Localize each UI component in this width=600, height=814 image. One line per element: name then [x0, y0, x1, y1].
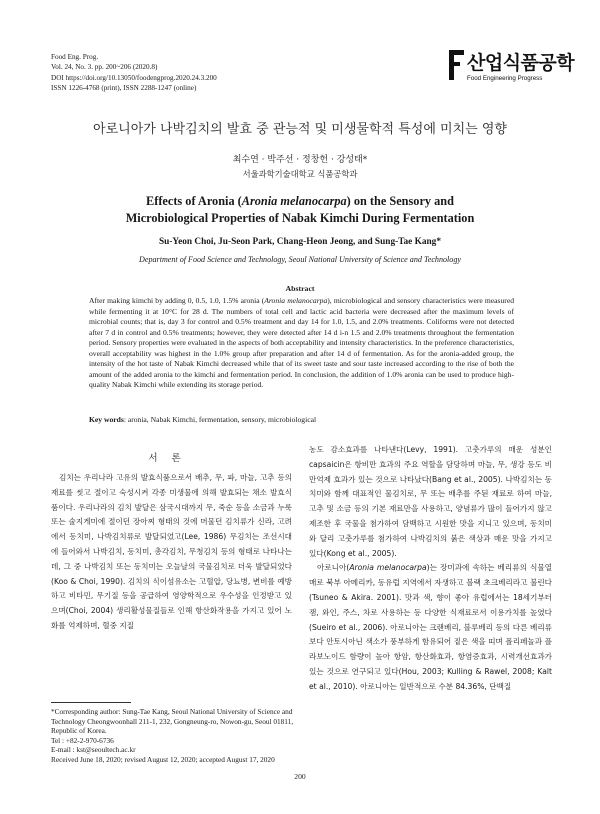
journal-volume: Vol. 24, No. 3. pp. 200~206 (2020.8) — [51, 63, 158, 72]
aronia-paragraph: 아로니아(Aronia melanocarpa)는 장미과에 속하는 베리류의 식물열매로 북부 아메리카, 동유럽 지역에서 자생하고 블랙 초크베리라고 불린다(Tsuneo & Akira. 2001). 맛과 색, 향이 좋아 유럽에서는 18세기부터 잼, 와인, 주스, 차로 사용하는 등 다양한 식재료로서 이용가치를 높였다(Sueiro et al., 2006). 아로니아는 크랜베리, 블루베리 등의 다른 베리류 보다 안토시아닌 색소가 풍부하게 함유되어 짙은 색을 띠며 폴리페놀과 플라보노이드 함량이 높아 항암, 항산화효과, 항염증효과, 시력개선효과가 있는 것으로 연구되고 있다(Hou, 2003; Kulling & Rawel, 2008; Kalt et al., 2010). 아로니아는 일반적으로 수분 84.36%, 단백질 — [309, 563, 552, 691]
corresponding-author: *Corresponding author: Sung-Tae Kang, Seoul National University of Science and Technology Cheongwoonhall 211-1, 232, Gongneung-ro, Nowon-gu, Seoul 01811, Republic of Korea. — [51, 707, 294, 736]
page-number: 200 — [294, 772, 306, 781]
intro-paragraph: 김치는 우리나라 고유의 발효식품으로서 배추, 무, 파, 마늘, 고추 등의 재료를 씻고 절이고 숙성시켜 각종 미생물에 의해 발효되는 채소 발효식품이다. 우리나라의 김치 발달은 삼국시대까지 무, 죽순 등을 소금과 누룩 또는 술지게미에 절이던 장아찌 형태의 것에 머물던 김치류가 신라, 고려에서 동치미, 나박김치류로 발달되었고(Lee, 1986) 무김치는 조선시대에 들어와서 나박김치, 동치미, 총각김치, 무청김치 등의 형태로 나타나는데, 그 중 나박김치 또는 동치미는 오늘날의 국물김치로 더욱 발달되었다(Koo & Choi, 1990). 김치의 식이섬유소는 고혈압, 당뇨병, 변비를 예방하고 비타민, 무기질 등을 공급하여 영양학적으로 우수성을 인정받고 있으며(Choi, 2004) 생리활성물질들로 인해 항산화작용을 가지고 있어 노화를 억제하며, 혈중 지질 — [51, 473, 292, 630]
journal-issn: ISSN 1226-4768 (print), ISSN 2288-1247 (online) — [51, 83, 197, 92]
journal-doi: DOI https://doi.org/10.13050/foodengprog.2020.24.3.200 — [51, 73, 217, 82]
korean-affiliation: 서울과학기술대학교 식품공학과 — [242, 169, 358, 179]
right-column — [309, 443, 552, 695]
logo-subtitle: Food Engineering Progress — [467, 75, 543, 82]
english-affiliation: Department of Food Science and Technology, Seoul National University of Science and Technology — [139, 255, 461, 264]
korean-authors: 최수연 · 박주선 · 정창헌 · 강성태* — [232, 155, 368, 165]
left-column — [51, 450, 292, 634]
received-dates: Received June 18, 2020; revised August 12, 2020; accepted August 17, 2020 — [51, 754, 275, 764]
logo-title: 산업식품공학 — [467, 52, 575, 74]
journal-logo — [449, 48, 575, 88]
abstract-body: After making kimchi by adding 0, 0.5, 1.0, 1.5% aronia (Aronia melanocarpa), microbiological and sensory characteristics were measured while fermenting it at 10°C for 28 d. The numbers of total cell and lactic acid bacteria were decreased after the maximum levels of microbial counts; that is, day 3 for control and 0.5% treatment and day 14 for 1.0, 1.5, and 2.0% treatments. Coliforms were not detected after 7 d in control and 0.5% treatments; however, they were detected after 14 d i-n 1.5 and 2.0% treatments throughout the fermentation period. Sensory properties were evaluated in the aspects of both acceptability and intensity characteristics. In the preference characteristics, overall acceptability was highest in the 1.0% group after preparation and after 14 d of fermentation. As for the aronia-added group, the intensity of the hot taste of Nabak Kimchi decreased while that of its sweet taste and sour taste increased according to the rise of both the amount of the added aronia to the kimchi and fermentation period. In conclusion, the addition of 1.0% aronia can be used to produce high-quality Nabak Kimchi while extending its storage period. — [89, 296, 514, 389]
corresponding-tel: Tel : +82-2-970-6736 — [51, 735, 114, 745]
keywords: Key words: aronia, Nabak Kimchi, fermentation, sensory, microbiological — [89, 415, 317, 424]
english-authors: Su-Yeon Choi, Ju-Seon Park, Chang-Heon Jeong, and Sung-Tae Kang* — [159, 237, 441, 247]
english-title: Effects of Aronia (Aronia melanocarpa) on the Sensory and Microbiological Properties of Nabak Kimchi During Fermentation — [125, 194, 475, 225]
footnote — [51, 707, 296, 765]
logo-mark-icon — [449, 50, 464, 80]
journal-name: Food Eng. Prog. — [51, 53, 99, 61]
section-heading-introduction: 서론 — [148, 453, 195, 464]
intro-paragraph-cont: 농도 감소효과를 나타낸다(Levy, 1991). 고춧가루의 매운 성분인 capsaicin은 항비만 효과의 주요 역할을 담당하며 마늘, 무, 생강 등도 비만억제 효과가 있는 것으로 나타났다(Bang et al., 2005). 나박김치는 동치미와 함께 대표적인 물김치로, 무 또는 배추를 주된 재료로 하여 마늘, 고추 및 소금 등의 기본 재료만을 사용하고, 양념류가 많이 들어가지 않고 제조한 후 국물을 첨가하여 담백하고 시원한 맛을 지니고 있으며, 동치미와 달리 고춧가루를 첨가하여 나박김치의 붉은 색상과 매운 맛을 가지고 있다(Kong et al., 2005). — [309, 445, 552, 558]
footnote-divider — [51, 702, 131, 703]
abstract-heading: Abstract — [285, 284, 315, 293]
korean-title: 아로니아가 나박김치의 발효 중 관능적 및 미생물학적 특성에 미치는 영향 — [93, 122, 507, 137]
journal-info — [51, 52, 217, 93]
corresponding-email: E-mail : kst@seoultech.ac.kr — [51, 745, 136, 755]
